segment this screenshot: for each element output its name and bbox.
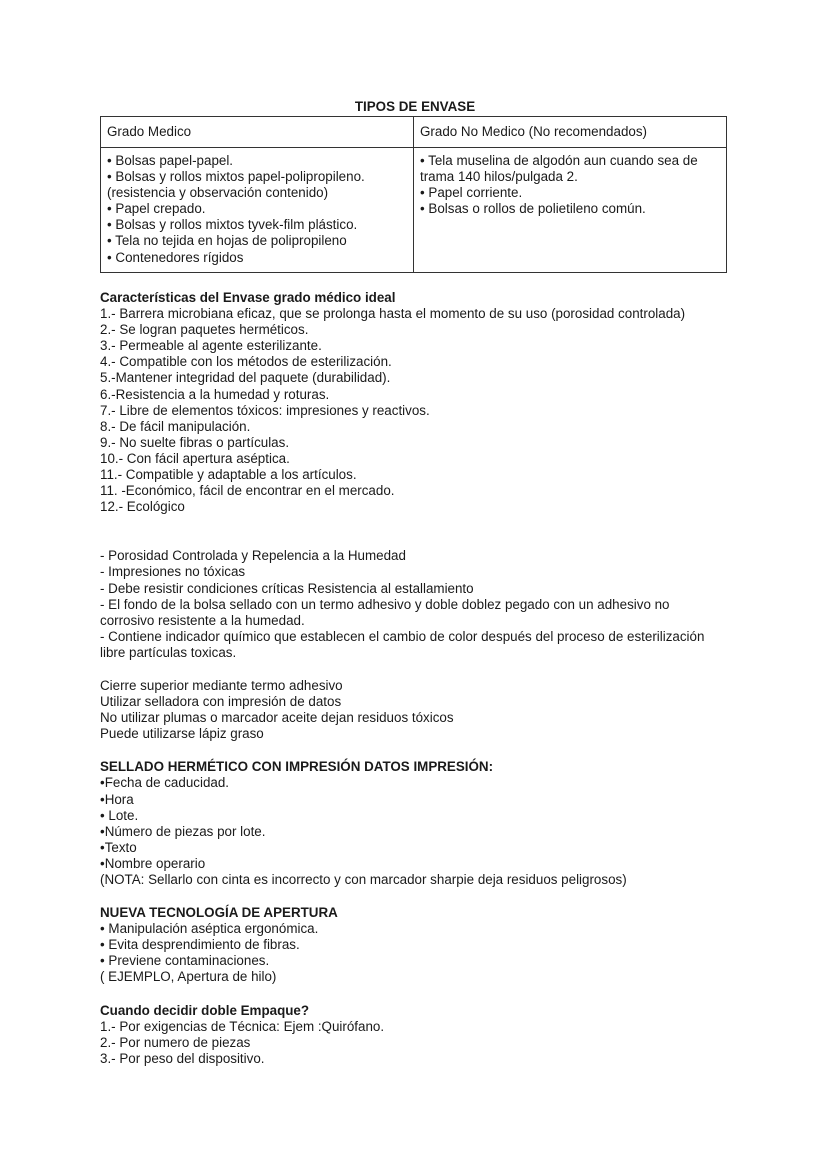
opening-section [100,905,730,985]
table-header-row [101,117,727,148]
list-item: - Impresiones no tóxicas [100,564,246,580]
list-item: ( EJEMPLO, Apertura de hilo) [100,969,277,985]
sealing-heading: SELLADO HERMÉTICO CON IMPRESIÓN DATOS IMPRESIÓN: [100,759,494,775]
list-item: corrosivo resistente a la humedad. [100,612,305,628]
header-medical-grade: Grado Medico [101,117,414,148]
list-item: 3.- Permeable al agente esterilizante. [100,338,322,354]
table-title: TIPOS DE ENVASE [354,99,476,114]
list-item: - El fondo de la bolsa sellado con un termo adhesivo y doble doblez pegado con un adhesivo no [100,596,670,612]
list-item: 6.-Resistencia a la humedad y roturas. [100,386,330,402]
properties-section [100,548,730,661]
list-item: - Porosidad Controlada y Repelencia a la Humedad [100,548,406,564]
list-item: 9.- No suelte fibras o partículas. [100,434,290,450]
list-item: • Bolsas y rollos mixtos tyvek-film plástico. [107,217,358,233]
list-item: Utilizar selladora con impresión de datos [100,694,342,710]
list-item: (NOTA: Sellarlo con cinta es incorrecto y con marcador sharpie deja residuos peligrosos) [100,872,627,887]
list-item: trama 140 hilos/pulgada 2. [420,169,578,185]
list-item: • Manipulación aséptica ergonómica. [100,921,319,937]
list-item: (resistencia y observación contenido) [107,185,329,201]
list-item: 10.- Con fácil apertura aséptica. [100,450,290,466]
list-item: • Lote. [100,807,139,823]
list-item: • Evita desprendimiento de fibras. [100,937,300,953]
non-medical-grade-cell [414,148,727,273]
double-pack-heading: Cuando decidir doble Empaque? [100,1002,310,1018]
double-pack-section [100,1003,730,1067]
table-body-row [101,148,727,273]
list-item: - Contiene indicador químico que establecen el cambio de color después del proceso de esterilización [100,628,705,644]
list-item: • Bolsas papel-papel. [107,153,234,168]
list-item: - Debe resistir condiciones críticas Resistencia al estallamiento [100,580,474,596]
list-item: • Papel corriente. [420,185,523,201]
list-item: No utilizar plumas o marcador aceite dejan residuos tóxicos [100,710,454,726]
list-item: • Previene contaminaciones. [100,953,270,969]
list-item: Puede utilizarse lápiz graso [100,726,264,742]
list-item: 11. -Económico, fácil de encontrar en el mercado. [100,483,395,499]
list-item: • Tela no tejida en hojas de polipropileno [107,233,347,249]
list-item: 3.- Por peso del dispositivo. [100,1050,265,1066]
list-item: 8.- De fácil manipulación. [100,418,251,434]
closure-section [100,678,730,742]
opening-heading: NUEVA TECNOLOGÍA DE APERTURA [100,905,338,921]
list-item: 4.- Compatible con los métodos de esterilización. [100,354,392,370]
list-item: • Papel crepado. [107,201,206,217]
list-item: libre partículas toxicas. [100,644,237,660]
list-item: Cierre superior mediante termo adhesivo [100,677,343,693]
list-item: • Tela muselina de algodón aun cuando sea de [420,153,698,168]
packaging-types-table [100,116,727,273]
header-non-medical-grade: Grado No Medico (No recomendados) [414,117,727,148]
list-item: • Bolsas y rollos mixtos papel-polipropileno. [107,169,365,185]
list-item: •Texto [100,839,137,855]
characteristics-section [100,290,730,515]
medical-grade-cell [101,148,414,273]
list-item: 11.- Compatible y adaptable a los artículos. [100,467,357,483]
list-item: 12.- Ecológico [100,499,185,515]
list-item: 7.- Libre de elementos tóxicos: impresiones y reactivos. [100,402,430,418]
document-page [100,98,730,1067]
characteristics-heading: Características del Envase grado médico ideal [100,290,396,305]
list-item: 1.- Por exigencias de Técnica: Ejem :Quirófano. [100,1018,385,1034]
sealing-section [100,759,730,888]
list-item: •Fecha de caducidad. [100,775,230,791]
list-item: • Contenedores rígidos [107,249,244,265]
list-item: •Nombre operario [100,855,206,871]
list-item: 2.- Se logran paquetes herméticos. [100,322,309,338]
list-item: •Número de piezas por lote. [100,823,266,839]
list-item: • Bolsas o rollos de polietileno común. [420,201,646,217]
list-item: 1.- Barrera microbiana eficaz, que se prolonga hasta el momento de su uso (porosidad controlada) [100,306,686,322]
list-item: 5.-Mantener integridad del paquete (durabilidad). [100,370,391,386]
list-item: •Hora [100,791,134,807]
list-item: 2.- Por numero de piezas [100,1034,251,1050]
